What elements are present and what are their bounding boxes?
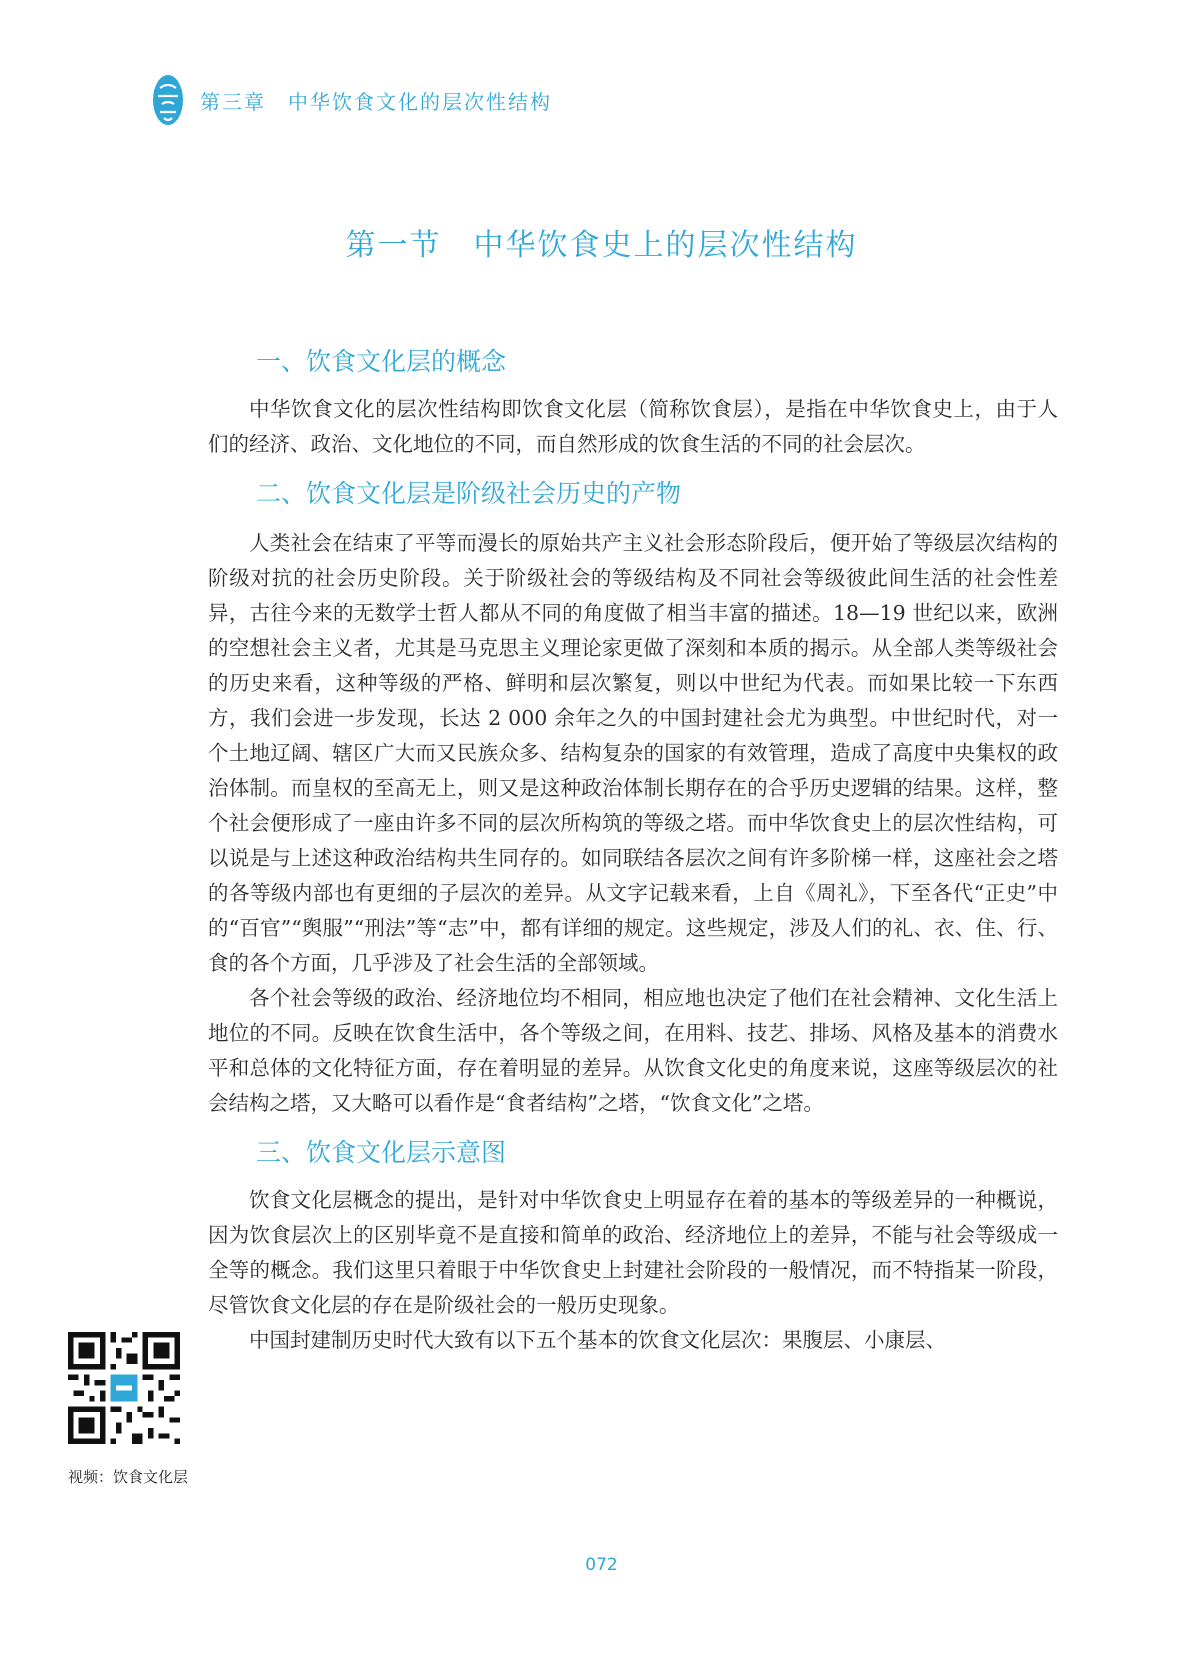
paragraph: 饮食文化层概念的提出，是针对中华饮食史上明显存在着的基本的等级差异的一种概说，因为饮食层次上的区别毕竟不是直接和简单的政治、经济地位上的差异，不能与社会等级成一全等的概念。我们这里只着眼于中华饮食史上封建社会阶段的一般情况，而不特指某一阶段，尽管饮食文化层的存在是阶级社会的一般历史现象。 — [208, 1188, 1058, 1317]
seal-logo-icon — [152, 74, 184, 126]
qr-code-icon[interactable] — [68, 1332, 180, 1444]
qr-caption: 视频：饮食文化层 — [68, 1468, 189, 1486]
paragraph: 人类社会在结束了平等而漫长的原始共产主义社会形态阶段后，便开始了等级层次结构的阶级对抗的社会历史阶段。关于阶级社会的等级结构及不同社会等级彼此间生活的社会性差异，古往今来的无数学士哲人都从不同的角度做了相当丰富的描述。18—19 世纪以来，欧洲的空想社会主义者，尤其是马克思主义理论家更做了深刻和本质的揭示。从全部人类等级社会的历史来看，这种等级的严格、鲜明和层次繁复，则以中世纪为代表。而如果比较一下东西方，我们会进一步发现，长达 2 000 余年之久的中国封建社会尤为典型。中世纪时代，对一个土地辽阔、辖区广大而又民族众多、结构复杂的国家的有效管理，造成了高度中央集权的政治体制。而皇权的至高无上，则又是这种政治体制长期存在的合乎历史逻辑的结果。这样，整个社会便形成了一座由许多不同的层次所构筑的等级之塔。而中华饮食史上的层次性结构，可以说是与上述这种政治结构共生同存的。如同联结各层次之间有许多阶梯一样，这座社会之塔的各等级内部也有更细的子层次的差异。从文字记载来看，上自《周礼》，下至各代“正史”中的“百官”“舆服”“刑法”等“志”中，都有详细的规定。这些规定，涉及人们的礼、衣、住、行、食的各个方面，几乎涉及了社会生活的全部领域。 — [208, 531, 1058, 975]
page-number: 072 — [585, 1555, 618, 1575]
section-heading: 一、饮食文化层的概念 — [256, 347, 507, 376]
section-heading: 三、饮食文化层示意图 — [256, 1138, 507, 1167]
section-heading: 二、饮食文化层是阶级社会历史的产物 — [256, 479, 682, 508]
section-title: 第一节 中华饮食史上的层次性结构 — [345, 228, 858, 263]
qr-block — [68, 1332, 193, 1492]
paragraph: 中国封建制历史时代大致有以下五个基本的饮食文化层次：果腹层、小康层、 — [249, 1328, 946, 1352]
running-header — [152, 70, 552, 130]
running-title: 第三章 中华饮食文化的层次性结构 — [200, 89, 552, 114]
main-content — [208, 342, 1058, 1358]
paragraph: 各个社会等级的政治、经济地位均不相同，相应地也决定了他们在社会精神、文化生活上地位的不同。反映在饮食生活中，各个等级之间，在用料、技艺、排场、风格及基本的消费水平和总体的文化特征方面，存在着明显的差异。从饮食文化史的角度来说，这座等级层次的社会结构之塔，又大略可以看作是“食者结构”之塔，“饮食文化”之塔。 — [208, 986, 1058, 1115]
section-diagram — [208, 1133, 1058, 1358]
section-history — [208, 474, 1058, 1121]
paragraph: 中华饮食文化的层次性结构即饮食文化层（简称饮食层），是指在中华饮食史上，由于人们的经济、政治、文化地位的不同，而自然形成的饮食生活的不同的社会层次。 — [208, 397, 1058, 456]
section-concept — [208, 342, 1058, 462]
